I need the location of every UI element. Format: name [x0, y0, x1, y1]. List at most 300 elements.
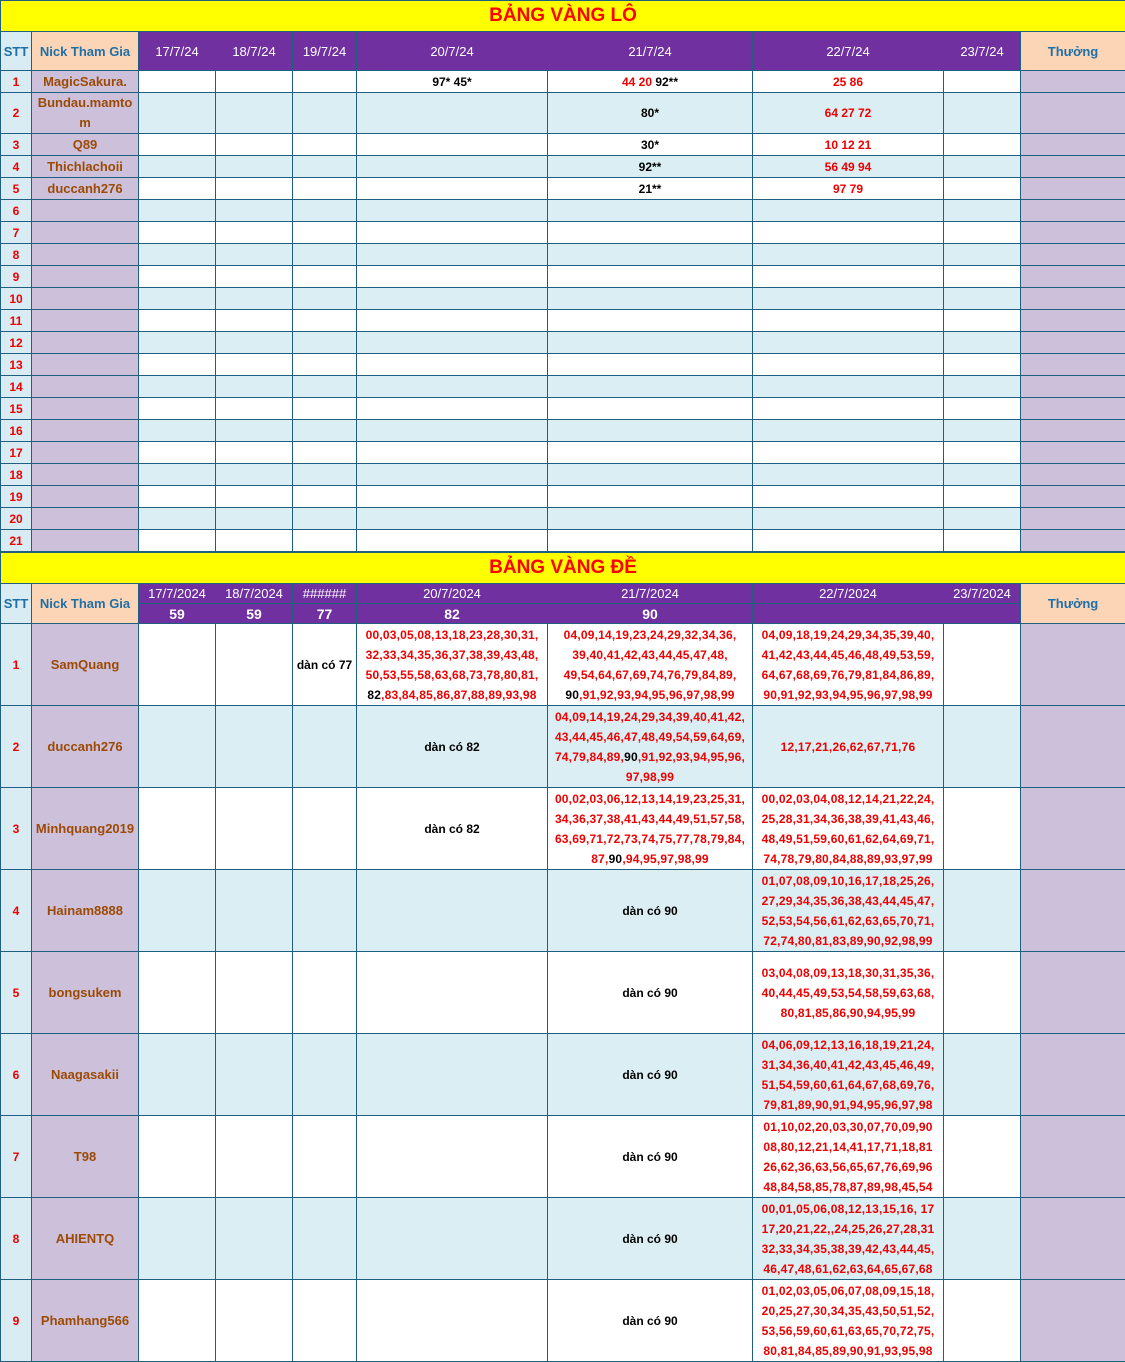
day-cell [357, 376, 548, 398]
day-cell: 92** [548, 156, 753, 178]
day-cell [293, 1198, 357, 1280]
day-cell [753, 788, 944, 870]
day-cell [357, 624, 548, 706]
number-line: 00,02,03,06,12,13,14,19,23,25,31, [550, 789, 750, 809]
day-cell [293, 464, 357, 486]
day-cell [216, 266, 293, 288]
row-number: 18 [1, 464, 32, 486]
day-cell [139, 508, 216, 530]
number-line: 04,06,09,12,13,16,18,19,21,24, [755, 1035, 941, 1055]
day-cell [216, 486, 293, 508]
row-number: 8 [1, 1198, 32, 1280]
day-cell [548, 420, 753, 442]
date-header: 17/7/24 [139, 32, 216, 71]
day-cell [139, 71, 216, 93]
day-cell [944, 244, 1021, 266]
day-cell [753, 624, 944, 706]
day-cell [139, 354, 216, 376]
day-cell [357, 952, 548, 1034]
nick-name [32, 530, 139, 552]
row-number: 11 [1, 310, 32, 332]
number-line: 64,67,68,69,76,79,81,84,86,89, [755, 665, 941, 685]
day-cell [216, 398, 293, 420]
prize-cell [1021, 420, 1125, 442]
number-line [550, 849, 750, 869]
number-line: 27,29,34,35,36,38,43,44,45,47, [755, 891, 941, 911]
day-cell [293, 71, 357, 93]
nick-header: Nick Tham Gia [32, 584, 139, 624]
number-line: 79,81,89,90,91,94,95,96,97,98 [755, 1095, 941, 1115]
day-cell [139, 310, 216, 332]
row-number: 7 [1, 222, 32, 244]
day-cell [357, 178, 548, 200]
number-line: 01,02,03,05,06,07,08,09,15,18, [755, 1281, 941, 1301]
day-cell [216, 178, 293, 200]
prize-cell [1021, 788, 1125, 870]
day-cell [357, 200, 548, 222]
prize-cell [1021, 134, 1125, 156]
day-cell: 56 49 94 [753, 156, 944, 178]
day-cell [293, 788, 357, 870]
number-line: 48,49,51,59,60,61,62,64,69,71, [755, 829, 941, 849]
number-line: 39,40,41,42,43,44,45,47,48, [550, 645, 750, 665]
day-cell [139, 1280, 216, 1362]
row-number: 1 [1, 71, 32, 93]
day-cell [548, 486, 753, 508]
date-header: 20/7/2024 [357, 584, 548, 604]
day-cell [293, 486, 357, 508]
day-cell [216, 376, 293, 398]
prize-cell [1021, 1116, 1125, 1198]
day-cell [753, 376, 944, 398]
day-cell [548, 442, 753, 464]
day-cell [216, 310, 293, 332]
day-cell [293, 178, 357, 200]
row-number: 17 [1, 442, 32, 464]
day-cell: dàn có 90 [548, 952, 753, 1034]
row-number: 19 [1, 486, 32, 508]
table-row [1, 222, 1125, 244]
table-row [1, 788, 1125, 870]
day-cell [293, 420, 357, 442]
number-text: ,83,84,85,86,87,88,89,93,98 [381, 688, 537, 702]
prize-cell [1021, 486, 1125, 508]
nick-name [32, 420, 139, 442]
day-cell [293, 1034, 357, 1116]
day-cell [216, 442, 293, 464]
number-line: 20,25,27,30,34,35,43,50,51,52, [755, 1301, 941, 1321]
day-cell [944, 1198, 1021, 1280]
nick-name [32, 376, 139, 398]
day-cell [357, 464, 548, 486]
row-number: 12 [1, 332, 32, 354]
day-cell [753, 332, 944, 354]
table-row [1, 420, 1125, 442]
day-cell [293, 706, 357, 788]
day-cell [357, 134, 548, 156]
number-line: 90,91,92,93,94,95,96,97,98,99 [755, 685, 941, 705]
date-header: 18/7/2024 [216, 584, 293, 604]
day-cell [216, 420, 293, 442]
prize-cell [1021, 1034, 1125, 1116]
day-cell: 80* [548, 93, 753, 134]
result-value: 59 [139, 604, 216, 624]
row-number: 2 [1, 706, 32, 788]
lo-table [0, 0, 1125, 552]
row-number: 6 [1, 1034, 32, 1116]
day-cell [753, 870, 944, 952]
number-line: 31,34,36,40,41,42,43,45,46,49, [755, 1055, 941, 1075]
table-row [1, 156, 1125, 178]
row-number: 13 [1, 354, 32, 376]
nick-name [32, 266, 139, 288]
day-cell [548, 200, 753, 222]
day-cell [216, 788, 293, 870]
day-cell [139, 200, 216, 222]
day-cell [139, 870, 216, 952]
nick-name: MagicSakura. [32, 71, 139, 93]
number-line: 48,84,58,85,78,87,89,98,45,54 [755, 1177, 941, 1197]
date-header: 23/7/24 [944, 32, 1021, 71]
day-cell [139, 420, 216, 442]
day-cell: dàn có 90 [548, 1198, 753, 1280]
day-cell [139, 398, 216, 420]
prize-header: Thưởng [1021, 32, 1125, 71]
day-cell [216, 134, 293, 156]
day-cell [753, 222, 944, 244]
prize-cell [1021, 376, 1125, 398]
day-cell [293, 870, 357, 952]
day-cell [944, 332, 1021, 354]
day-cell [293, 134, 357, 156]
nick-name: Hainam8888 [32, 870, 139, 952]
table-row [1, 624, 1125, 706]
day-cell [753, 1116, 944, 1198]
row-number: 10 [1, 288, 32, 310]
day-cell [293, 288, 357, 310]
number-line: 51,54,59,60,61,64,67,68,69,76, [755, 1075, 941, 1095]
table-row [1, 398, 1125, 420]
day-cell [216, 508, 293, 530]
day-cell [357, 332, 548, 354]
day-cell [139, 624, 216, 706]
day-cell [753, 266, 944, 288]
table-row [1, 486, 1125, 508]
day-cell [944, 134, 1021, 156]
day-cell [944, 156, 1021, 178]
number-line: 41,42,43,44,45,46,48,49,53,59, [755, 645, 941, 665]
day-cell [293, 442, 357, 464]
day-cell [753, 1280, 944, 1362]
day-cell [216, 624, 293, 706]
day-cell [753, 200, 944, 222]
number-line: 17,20,21,22,,24,25,26,27,28,31 [755, 1219, 941, 1239]
number-line: 50,53,55,58,63,68,73,78,80,81, [359, 665, 545, 685]
day-cell [216, 530, 293, 552]
day-cell [753, 420, 944, 442]
table-row [1, 442, 1125, 464]
number-line: 43,44,45,46,47,48,49,54,59,64,69, [550, 727, 750, 747]
day-cell: 25 86 [753, 71, 944, 93]
day-cell [548, 332, 753, 354]
day-cell [139, 332, 216, 354]
prize-cell [1021, 93, 1125, 134]
date-header: ###### [293, 584, 357, 604]
date-header: 17/7/2024 [139, 584, 216, 604]
nick-name [32, 508, 139, 530]
number-line: 74,78,79,80,84,88,89,93,97,99 [755, 849, 941, 869]
day-cell [139, 1116, 216, 1198]
date-header: 21/7/2024 [548, 584, 753, 604]
date-header: 22/7/24 [753, 32, 944, 71]
day-cell [139, 952, 216, 1034]
day-cell: 97 79 [753, 178, 944, 200]
prize-cell [1021, 706, 1125, 788]
day-cell [216, 288, 293, 310]
nick-name: Minhquang2019 [32, 788, 139, 870]
winning-number: 90 [565, 688, 579, 702]
number-line: 97,98,99 [550, 767, 750, 787]
number-line: 03,04,08,09,13,18,30,31,35,36, [755, 963, 941, 983]
day-cell [216, 222, 293, 244]
number-line: 01,10,02,20,03,30,07,70,09,90 [755, 1117, 941, 1137]
table-row [1, 1280, 1125, 1362]
nick-name [32, 398, 139, 420]
prize-cell [1021, 71, 1125, 93]
nick-name [32, 222, 139, 244]
day-cell [139, 178, 216, 200]
nick-name [32, 464, 139, 486]
number-line: 63,69,71,72,73,74,75,77,78,79,84, [550, 829, 750, 849]
day-cell [216, 1116, 293, 1198]
nick-name: duccanh276 [32, 178, 139, 200]
day-cell [216, 244, 293, 266]
day-cell [753, 398, 944, 420]
row-number: 6 [1, 200, 32, 222]
day-cell [753, 464, 944, 486]
lo-number: 92** [652, 75, 678, 89]
table-row [1, 1116, 1125, 1198]
result-value: 59 [216, 604, 293, 624]
stt-header: STT [1, 32, 32, 71]
winning-number: 90 [624, 750, 638, 764]
day-cell [753, 442, 944, 464]
day-cell [357, 266, 548, 288]
day-cell: 10 12 21 [753, 134, 944, 156]
day-cell [216, 952, 293, 1034]
day-cell [548, 788, 753, 870]
nick-name: AHIENTQ [32, 1198, 139, 1280]
day-cell [139, 1034, 216, 1116]
date-header: 18/7/24 [216, 32, 293, 71]
day-cell [944, 178, 1021, 200]
nick-name [32, 442, 139, 464]
row-number: 14 [1, 376, 32, 398]
table-row [1, 376, 1125, 398]
day-cell: dàn có 90 [548, 1116, 753, 1198]
day-cell [293, 93, 357, 134]
number-line: 49,54,64,67,69,74,76,79,84,89, [550, 665, 750, 685]
day-cell [944, 464, 1021, 486]
day-cell [753, 486, 944, 508]
day-cell [548, 354, 753, 376]
table-row [1, 178, 1125, 200]
day-cell [357, 93, 548, 134]
row-number: 5 [1, 952, 32, 1034]
number-line: 12,17,21,26,62,67,71,76 [755, 737, 941, 757]
day-cell [139, 706, 216, 788]
prize-cell [1021, 464, 1125, 486]
day-cell [357, 486, 548, 508]
table-row [1, 71, 1125, 93]
day-cell [357, 1198, 548, 1280]
day-cell [139, 156, 216, 178]
day-cell [944, 222, 1021, 244]
nick-name: Bundau.mamtom [32, 93, 139, 134]
nick-name: Thichlachoii [32, 156, 139, 178]
day-cell [944, 1280, 1021, 1362]
number-line: 46,47,48,61,62,63,64,65,67,68 [755, 1259, 941, 1279]
day-cell [139, 530, 216, 552]
day-cell [293, 156, 357, 178]
row-number: 15 [1, 398, 32, 420]
day-cell: dàn có 77 [293, 624, 357, 706]
number-line: 34,36,37,38,41,43,44,49,51,57,58, [550, 809, 750, 829]
result-value: 82 [357, 604, 548, 624]
day-cell [753, 706, 944, 788]
prize-cell [1021, 354, 1125, 376]
date-header: 22/7/2024 [753, 584, 944, 604]
day-cell: 21** [548, 178, 753, 200]
day-cell [216, 93, 293, 134]
prize-cell [1021, 178, 1125, 200]
number-text: 87, [591, 852, 608, 866]
nick-name: Naagasakii [32, 1034, 139, 1116]
row-number: 3 [1, 788, 32, 870]
day-cell [293, 244, 357, 266]
nick-name: SamQuang [32, 624, 139, 706]
day-cell [357, 288, 548, 310]
day-cell [293, 354, 357, 376]
table-row [1, 870, 1125, 952]
row-number: 16 [1, 420, 32, 442]
nick-name: T98 [32, 1116, 139, 1198]
day-cell: dàn có 82 [357, 706, 548, 788]
day-cell [944, 1034, 1021, 1116]
table-row [1, 1198, 1125, 1280]
day-cell [216, 354, 293, 376]
table-row [1, 706, 1125, 788]
day-cell [548, 706, 753, 788]
day-cell [944, 288, 1021, 310]
day-cell [357, 398, 548, 420]
day-cell [216, 1034, 293, 1116]
row-number: 9 [1, 266, 32, 288]
day-cell: dàn có 90 [548, 1280, 753, 1362]
day-cell: 64 27 72 [753, 93, 944, 134]
day-cell [548, 71, 753, 93]
day-cell [944, 93, 1021, 134]
nick-header: Nick Tham Gia [32, 32, 139, 71]
prize-cell [1021, 870, 1125, 952]
day-cell [293, 222, 357, 244]
day-cell [293, 952, 357, 1034]
prize-cell [1021, 508, 1125, 530]
date-header: 23/7/2024 [944, 584, 1021, 604]
row-number: 3 [1, 134, 32, 156]
day-cell [753, 1198, 944, 1280]
prize-cell [1021, 222, 1125, 244]
table-row [1, 200, 1125, 222]
number-line: 32,33,34,35,38,39,42,43,44,45, [755, 1239, 941, 1259]
day-cell: 97* 45* [357, 71, 548, 93]
day-cell [753, 354, 944, 376]
day-cell [944, 420, 1021, 442]
day-cell [548, 464, 753, 486]
prize-cell [1021, 288, 1125, 310]
day-cell [216, 706, 293, 788]
day-cell [293, 508, 357, 530]
day-cell [357, 222, 548, 244]
day-cell [216, 156, 293, 178]
nick-name [32, 200, 139, 222]
table-row [1, 134, 1125, 156]
number-line: 26,62,36,63,56,65,67,76,69,96 [755, 1157, 941, 1177]
nick-name [32, 332, 139, 354]
table-row [1, 952, 1125, 1034]
day-cell [944, 870, 1021, 952]
table-row [1, 332, 1125, 354]
nick-name [32, 244, 139, 266]
result-value: 77 [293, 604, 357, 624]
prize-cell [1021, 266, 1125, 288]
day-cell [139, 442, 216, 464]
day-cell [293, 1116, 357, 1198]
day-cell [216, 332, 293, 354]
prize-cell [1021, 310, 1125, 332]
day-cell [293, 530, 357, 552]
day-cell [293, 310, 357, 332]
table-row [1, 530, 1125, 552]
day-cell [216, 200, 293, 222]
prize-cell [1021, 624, 1125, 706]
number-line [550, 747, 750, 767]
prize-cell [1021, 332, 1125, 354]
table-row [1, 508, 1125, 530]
number-line: 25,28,31,34,36,38,39,41,43,46, [755, 809, 941, 829]
day-cell: 30* [548, 134, 753, 156]
day-cell [357, 310, 548, 332]
result-value: 90 [548, 604, 753, 624]
prize-cell [1021, 442, 1125, 464]
prize-cell [1021, 200, 1125, 222]
nick-name: bongsukem [32, 952, 139, 1034]
day-cell [548, 376, 753, 398]
number-text: ,94,95,97,98,99 [622, 852, 708, 866]
day-cell [548, 398, 753, 420]
day-cell [216, 1280, 293, 1362]
day-cell [357, 442, 548, 464]
row-number: 1 [1, 624, 32, 706]
prize-cell [1021, 952, 1125, 1034]
day-cell [753, 288, 944, 310]
number-line: 08,80,12,21,14,41,17,71,18,81 [755, 1137, 941, 1157]
day-cell [139, 288, 216, 310]
day-cell [944, 442, 1021, 464]
day-cell: dàn có 90 [548, 1034, 753, 1116]
winning-number: 82 [367, 688, 381, 702]
de-table [0, 552, 1125, 1362]
